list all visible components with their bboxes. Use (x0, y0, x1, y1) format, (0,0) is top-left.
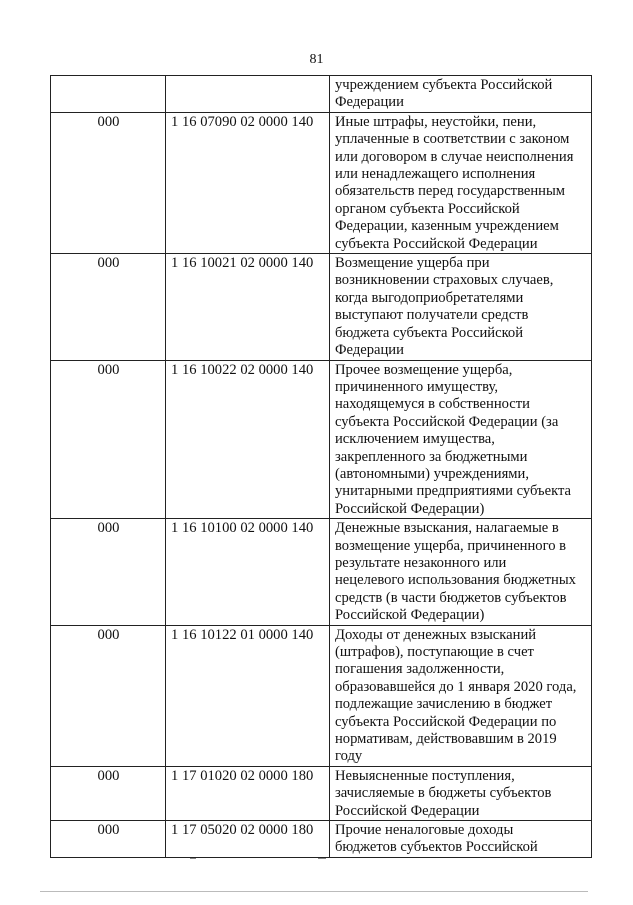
budget-code-cell: 1 16 10100 02 0000 140 (166, 519, 330, 625)
budget-code-cell: 1 17 05020 02 0000 180 (166, 821, 330, 858)
budget-code-cell: 1 16 10022 02 0000 140 (166, 360, 330, 519)
admin-code-cell: 000 (51, 112, 166, 253)
budget-code-cell: 1 16 07090 02 0000 140 (166, 112, 330, 253)
description-cell: Прочие неналоговые доходы бюджетов субъектов Российской (330, 821, 592, 858)
table-row (51, 254, 592, 360)
scan-artifact (190, 858, 196, 859)
budget-code-cell: 1 17 01020 02 0000 180 (166, 766, 330, 820)
admin-code-cell: 000 (51, 254, 166, 360)
scan-artifact (40, 891, 588, 892)
admin-code-cell: 000 (51, 519, 166, 625)
description-cell: Невыясненные поступления, зачисляемые в бюджеты субъектов Российской Федерации (330, 766, 592, 820)
description-cell: Возмещение ущерба при возникновении страховых случаев, когда выгодоприобретателями выступают получатели средств бюджета субъекта Российской Федерации (330, 254, 592, 360)
table-row (51, 519, 592, 625)
budget-code-cell: 1 16 10122 01 0000 140 (166, 625, 330, 766)
description-cell: Иные штрафы, неустойки, пени, уплаченные в соответствии с законом или договором в случае неисполнения или ненадлежащего исполнения обязательств перед государственным органом субъекта Российской Федерации, казенным учреждением субъекта Российской Федерации (330, 112, 592, 253)
description-cell: Прочее возмещение ущерба, причиненного имуществу, находящемуся в собственности субъекта Российской Федерации (за исключением имущества, закрепленного за бюджетными (автономными) учреждениями, унитарными предприятиями субъекта Российской Федерации) (330, 360, 592, 519)
table-row (51, 821, 592, 858)
table-row (51, 360, 592, 519)
budget-code-cell: 1 16 10021 02 0000 140 (166, 254, 330, 360)
admin-code-cell: 000 (51, 360, 166, 519)
scan-artifact (318, 858, 326, 859)
table-row (51, 625, 592, 766)
description-cell: Доходы от денежных взысканий (штрафов), поступающие в счет погашения задолженности, образовавшейся до 1 января 2020 года, подлежащие зачислению в бюджет субъекта Российской Федерации по нормативам, действовавшим в 2019 году (330, 625, 592, 766)
admin-code-cell (51, 76, 166, 113)
table-row (51, 112, 592, 253)
description-cell: учреждением субъекта Российской Федерации (330, 76, 592, 113)
budget-code-cell (166, 76, 330, 113)
page-number: 81 (309, 52, 324, 67)
table-row (51, 76, 592, 113)
admin-code-cell: 000 (51, 766, 166, 820)
admin-code-cell: 000 (51, 821, 166, 858)
description-cell: Денежные взыскания, налагаемые в возмещение ущерба, причиненного в результате незаконного или нецелевого использования бюджетных средств (в части бюджетов субъектов Российской Федерации) (330, 519, 592, 625)
table-row (51, 766, 592, 820)
admin-code-cell: 000 (51, 625, 166, 766)
budget-classification-table (50, 75, 592, 858)
